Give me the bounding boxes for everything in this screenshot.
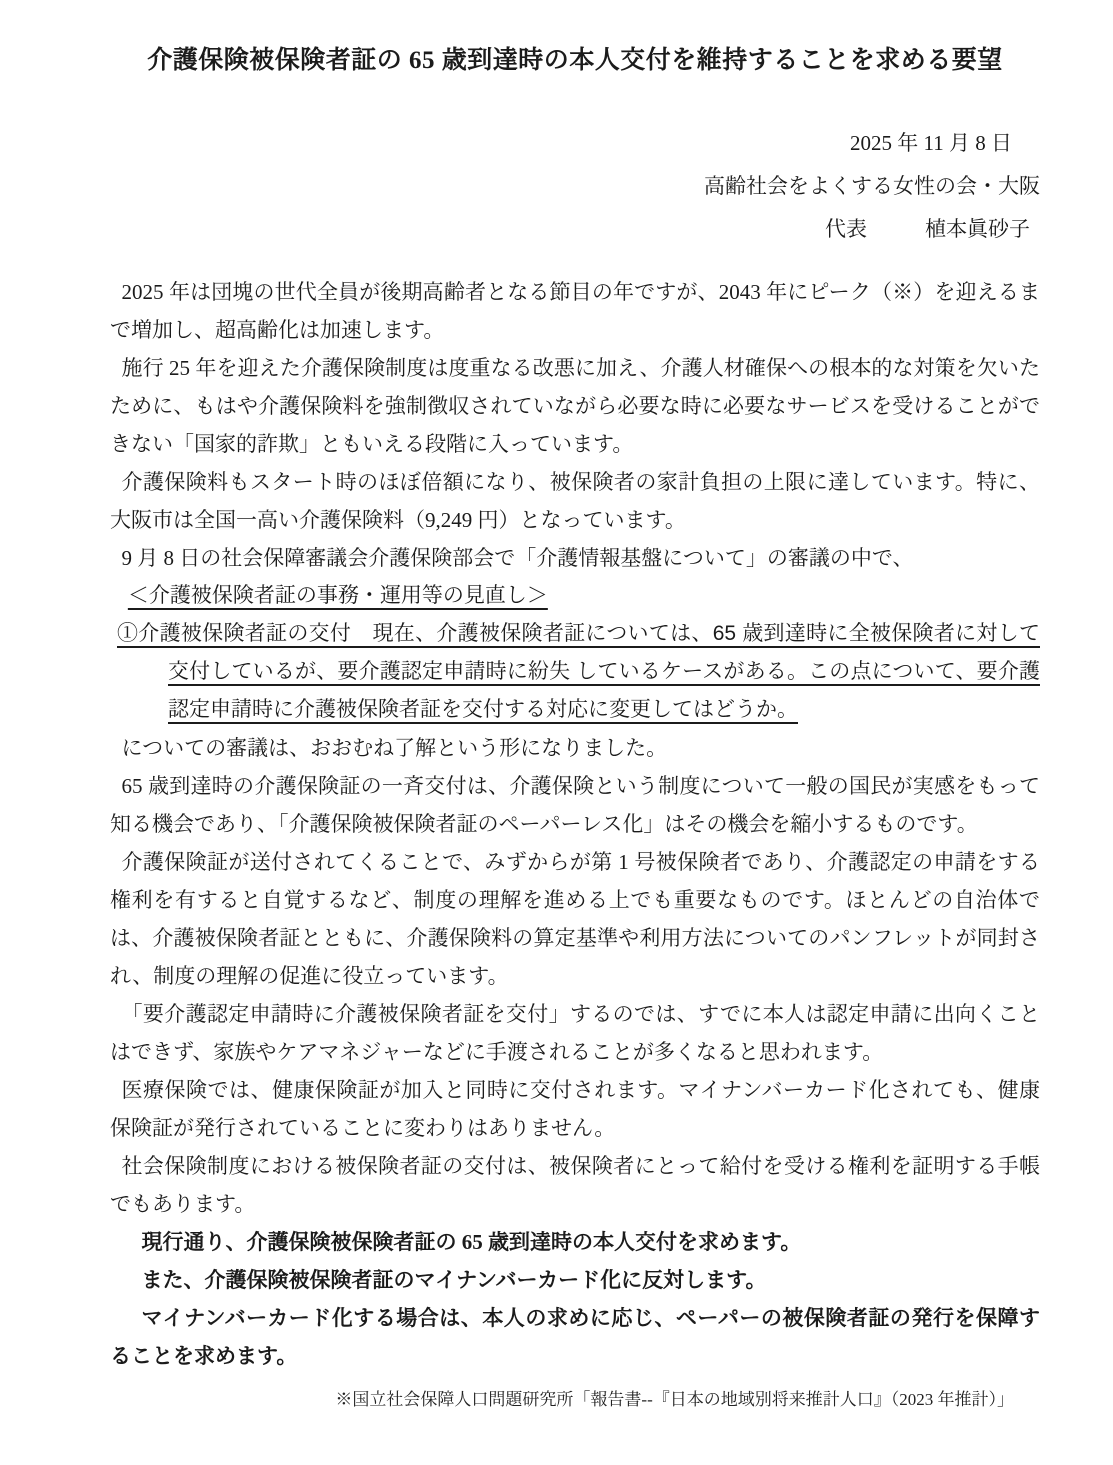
paragraph-system-critique: 施行 25 年を迎えた介護保険制度は度重なる改悪に加え、介護人材確保への根本的な対策を欠いたために、もはや介護保険料を強制徴収されていながら必要な時に必要なサービスを受けることができない「国家的詐欺」ともいえる段階に入っています。 [110, 356, 1040, 456]
paragraph-council-meeting: 9 月 8 日の社会保障審議会介護保険部会で「介護情報基盤について」の審議の中で、 [121, 546, 914, 570]
paragraph-deliberation-result: についての審議は、おおむね了解という形になりました。 [121, 736, 668, 760]
paragraph-medical-insurance: 医療保険では、健康保険証が加入と同時に交付されます。マイナンバーカード化されても、健康保険証が発行されていることに変わりはありません。 [110, 1078, 1040, 1140]
footnote-source: ※国立社会保障人口問題研究所「報告書--『日本の地域別将来推計人口』（2023 年推計）」 [335, 1390, 1014, 1409]
organization-name: 高齢社会をよくする女性の会・大阪 [704, 174, 1040, 198]
paragraph-social-insurance: 社会保険制度における被保険者証の交付は、被保険者にとって給付を受ける権利を証明する手帳でもあります。 [110, 1154, 1040, 1216]
demand-oppose-mynumber: また、介護保険被保険者証のマイナンバーカード化に反対します。 [141, 1268, 767, 1292]
paragraph-application-concern: 「要介護認定申請時に介護被保険者証を交付」するのでは、すでに本人は認定申請に出向くことはできず、家族やケアマネジャーなどに手渡されることが多くなると思われます。 [110, 1002, 1040, 1064]
underlined-section-heading: ＜介護被保険者証の事務・運用等の見直し＞ [127, 584, 548, 607]
representative-line [110, 208, 1040, 251]
demand-keep-age65-delivery: 現行通り、介護保険被保険者証の 65 歳到達時の本人交付を求めます。 [141, 1230, 802, 1254]
demand-guarantee-paper: マイナンバーカード化する場合は、本人の求めに応じ、ペーパーの被保険者証の発行を保障することを求めます。 [110, 1306, 1040, 1368]
paragraph-certificate-importance: 介護保険証が送付されてくることで、みずからが第 1 号被保険者であり、介護認定の申請をする権利を有すると自覚するなど、制度の理解を進める上でも重要なものです。ほとんどの自治体では、介護被保険者証とともに、介護保険料の算定基準や利用方法についてのパンフレットが同封され、制度の理解の促進に役立っています。 [110, 850, 1040, 988]
representative-name: 植本眞砂子 [925, 217, 1030, 241]
document-date: 2025 年 11 月 8 日 [850, 131, 1012, 155]
paragraph-premium-burden: 介護保険料もスタート時のほぼ倍額になり、被保険者の家計負担の上限に達しています。特に、大阪市は全国一高い介護保険料（9,249 円）となっています。 [110, 470, 1040, 532]
paragraph-intro-aging: 2025 年は団塊の世代全員が後期高齢者となる節目の年ですが、2043 年にピーク（※）を迎えるまで増加し、超高齢化は加速します。 [110, 280, 1040, 342]
page-title: 介護保険被保険者証の 65 歳到達時の本人交付を維持することを求める要望 [147, 47, 1003, 74]
quoted-proposal-text: ①介護被保険者証の交付 現在、介護被保険者証については、65 歳到達時に全被保険者に対して交付しているが、要介護認定申請時に紛失 しているケースがある。この点について、要介護認定申請時に介護被保険者証を交付する対応に変更してはどうか。 [117, 622, 1040, 721]
document-header [110, 122, 1040, 251]
paragraph-age65-issuance: 65 歳到達時の介護保険証の一斉交付は、介護保険という制度について一般の国民が実感をもって知る機会であり、「介護保険被保険者証のペーパーレス化」はその機会を縮小するものです。 [110, 774, 1040, 836]
representative-label: 代表 [825, 217, 867, 241]
document-body [110, 273, 1040, 1375]
